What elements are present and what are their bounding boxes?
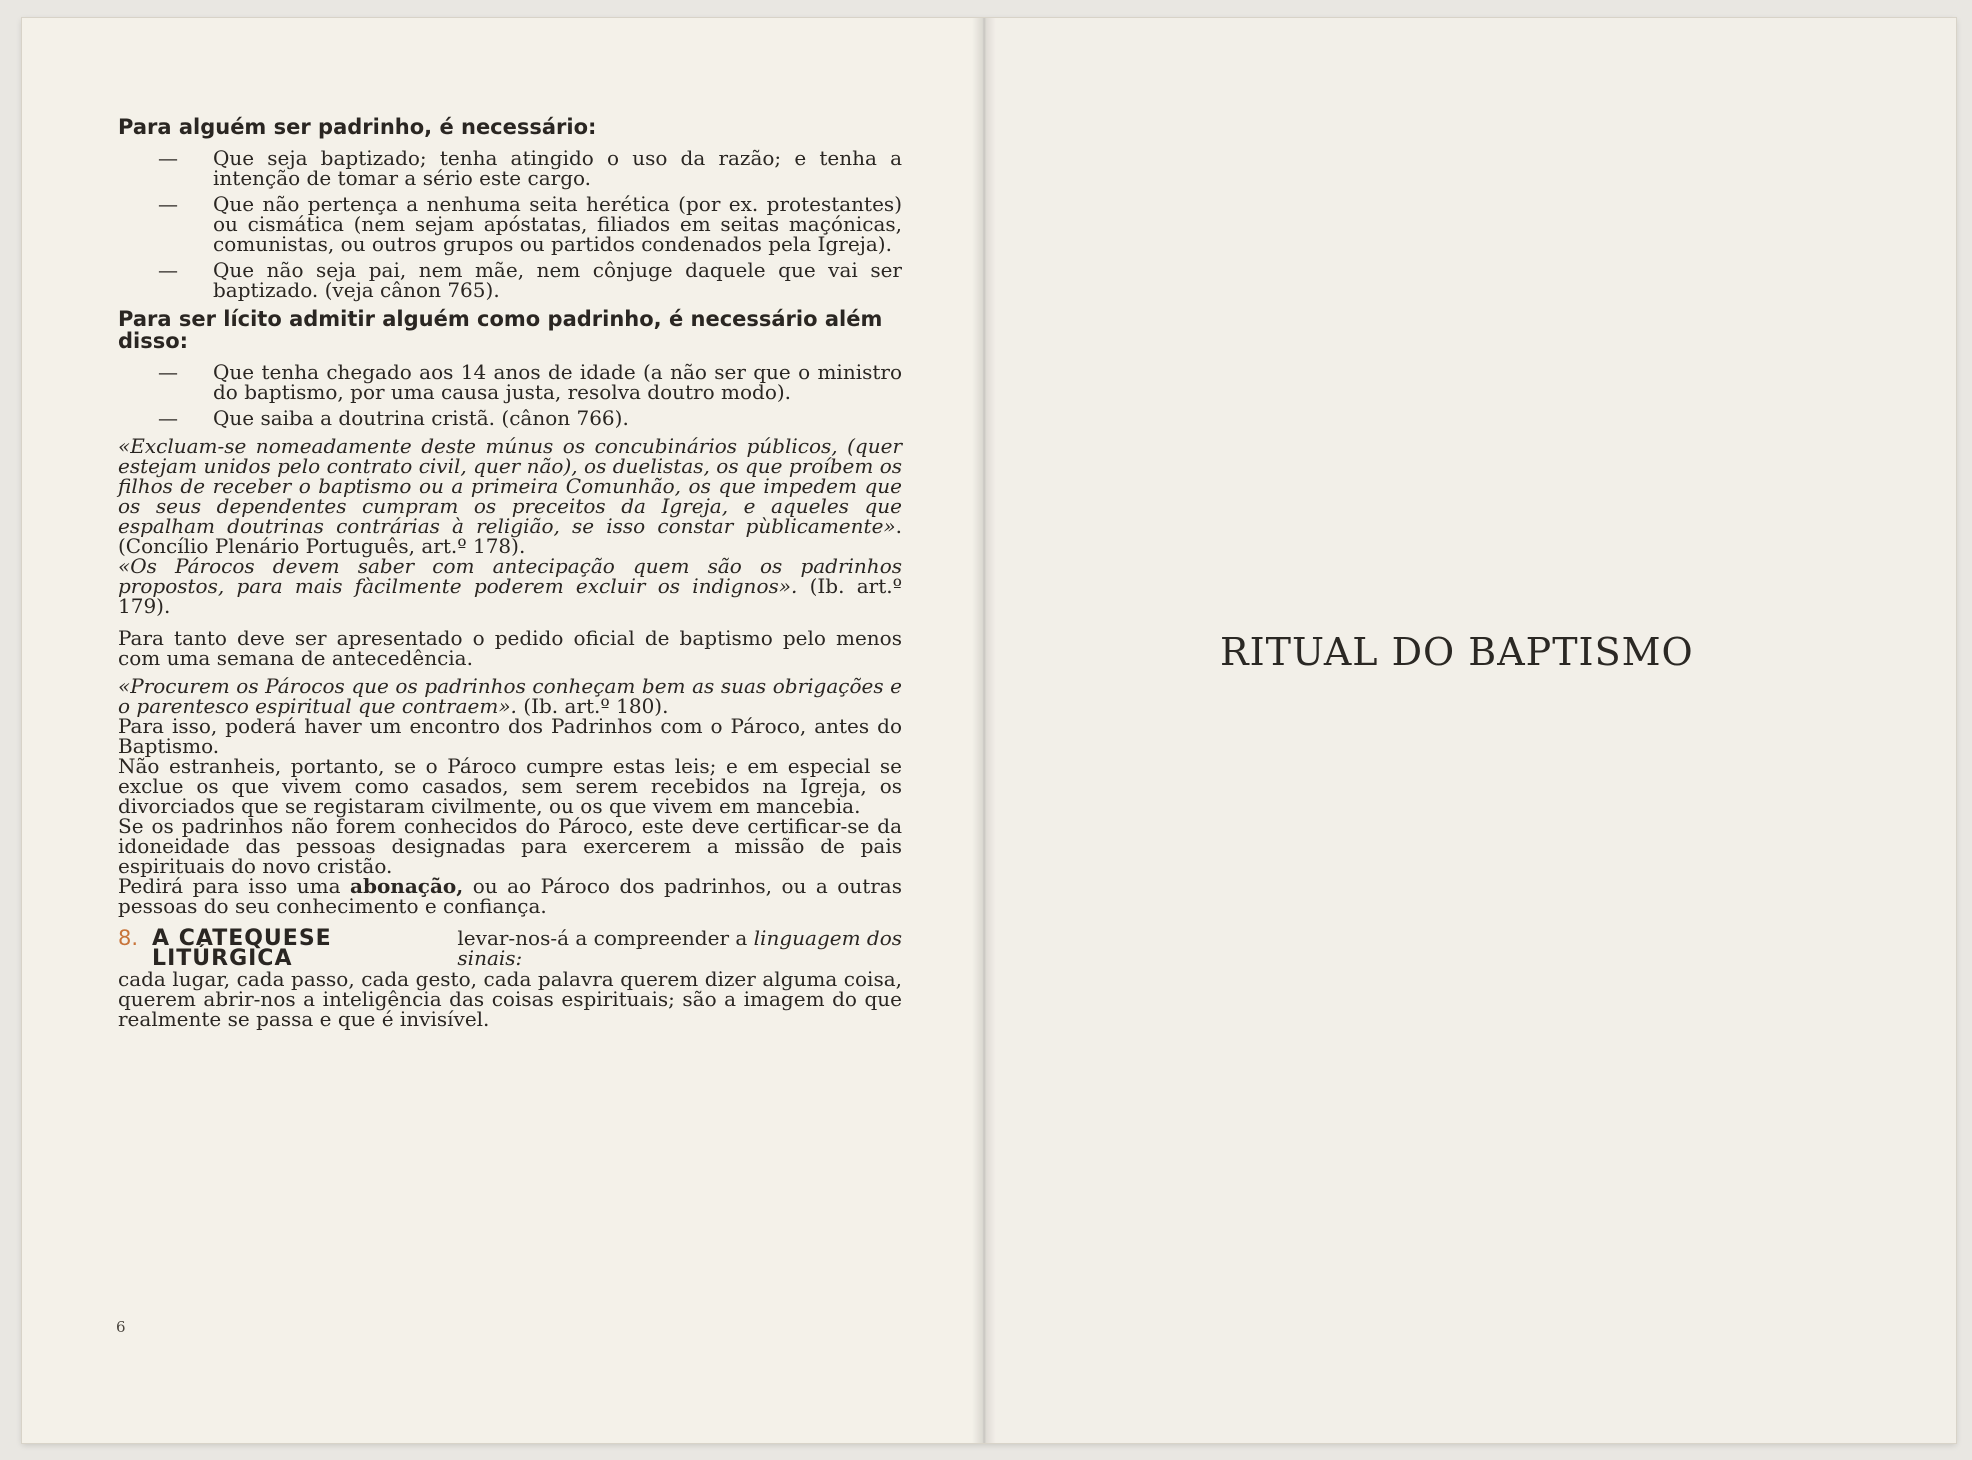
text-run: Pedirá para isso uma (118, 874, 351, 898)
list-item-text: Que tenha chegado aos 14 anos de idade (a não ser que o ministro do baptismo, por uma causa justa, resolva doutro modo). (213, 360, 902, 404)
quote-text: «Procurem os Párocos que os padrinhos conheçam bem as suas obrigações e o parentesco espiritual que contraem». (118, 674, 902, 718)
quote-obligations (118, 676, 902, 716)
list-item (118, 194, 902, 254)
dash-marker: — (158, 146, 178, 170)
quote-text: «Excluam-se nomeadamente deste múnus os concubinários públicos, (quer estejam unidos pelo contrato civil, quer não), os duelistas, os que proíbem os filhos de receber o baptismo ou a primeira Comunhão, os que impedem que os seus dependentes cumpram os preceitos da Igreja, e aqueles que espalham doutrinas contrárias à religião, se isso constar pùblicamente» (118, 434, 902, 538)
paragraph-catechesis: cada lugar, cada passo, cada gesto, cada palavra querem dizer alguma coisa, querem abrir-nos a inteligência das coisas espirituais; são a imagem do que realmente se passa e que é invisível. (118, 967, 902, 1031)
quote-reference: (Ib. art.º 180). (516, 694, 669, 718)
book-spread (22, 18, 1956, 1443)
quote-council (118, 436, 902, 556)
list-item (118, 148, 902, 188)
page-title: RITUAL DO BAPTISMO (1220, 630, 1694, 674)
list-item (118, 408, 902, 428)
list-item-text: Que saiba a doutrina cristã. (cânon 766). (213, 406, 629, 430)
section-title: A CATEQUESE LITÚRGICA (152, 926, 332, 971)
bold-term: abonação, (350, 874, 464, 898)
italic-term: linguagem dos sinais: (457, 926, 903, 970)
left-page-text (118, 116, 902, 1029)
heading-godparent-requirements: Para alguém ser padrinho, é necessário: (118, 115, 597, 139)
list-item-text: Que não seja pai, nem mãe, nem cônjuge daquele que vai ser baptizado. (veja cânon 765). (213, 258, 902, 302)
quote-reference: . (Concílio Plenário Português, art.º 178). (118, 514, 902, 558)
paragraph-laws: Não estranheis, portanto, se o Pároco cumpre estas leis; e em especial se exclue os que vivem como casados, sem serem recebidos na Igreja, os divorciados que se registaram civilmente, ou os que vivem em mancebia. (118, 754, 902, 818)
dash-marker: — (158, 192, 178, 216)
book-gutter (972, 18, 996, 1443)
quote-parish-priests (118, 556, 902, 616)
right-page (982, 18, 1956, 1443)
section-number: 8. (118, 926, 139, 950)
dash-marker: — (158, 258, 178, 282)
quote-text: «Os Párocos devem saber com antecipação quem são os padrinhos propostos, para mais fàcilmente poderem excluir os indignos». (118, 554, 902, 598)
section-heading (118, 928, 902, 969)
list-item (118, 362, 902, 402)
paragraph-suitability: Se os padrinhos não forem conhecidos do Pároco, este deve certificar-se da idoneidade das pessoas designadas para exercerem a missão de pais espirituais do novo cristão. (118, 814, 902, 878)
dash-marker: — (158, 360, 178, 384)
page-number: 6 (116, 1318, 126, 1336)
list-item (118, 260, 902, 300)
text-run: levar-nos-á a compreender a (457, 926, 754, 950)
paragraph-meeting: Para isso, poderá haver um encontro dos Padrinhos com o Pároco, antes do Baptismo. (118, 714, 902, 758)
heading-additional-requirements: Para ser lícito admitir alguém como padrinho, é necessário além disso: (118, 307, 883, 353)
left-page (22, 18, 982, 1443)
text-run: ou ao Pároco dos padrinhos, ou a outras pessoas do seu conhecimento e confiança. (118, 874, 902, 918)
section-lead (457, 928, 902, 968)
paragraph-endorsement (118, 876, 902, 916)
quote-reference: (Ib. art.º 179). (118, 574, 902, 618)
dash-marker: — (158, 406, 178, 430)
list-item-text: Que não pertença a nenhuma seita herética (por ex. protestantes) ou cismática (nem sejam apóstatas, filiados em seitas maçónicas, comunistas, ou outros grupos ou partidos condenados pela Igreja). (213, 192, 902, 256)
list-item-text: Que seja baptizado; tenha atingido o uso da razão; e tenha a intenção de tomar a sério este cargo. (213, 146, 902, 190)
paragraph-request: Para tanto deve ser apresentado o pedido oficial de baptismo pelo menos com uma semana de antecedência. (118, 626, 902, 670)
